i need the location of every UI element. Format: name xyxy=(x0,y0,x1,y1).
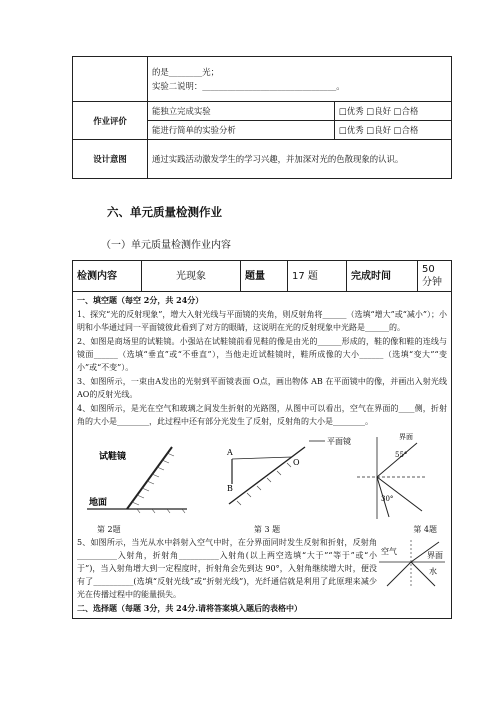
question-3: 3、如图所示，一束由A发出的光射到平面镜表面 O点，画出物体 AB 在平面镜中的像，并画出入射光线 AO的反射光线。 xyxy=(77,377,447,399)
test-table xyxy=(72,260,452,619)
criterion-text: 能进行简单的实验分析 xyxy=(148,121,335,140)
ground-label: 地面 xyxy=(89,498,108,508)
caption-3: 第 3 题 xyxy=(253,525,281,534)
air-label: 空气 xyxy=(381,547,397,556)
evaluation-table xyxy=(72,56,452,179)
point-b: B xyxy=(227,484,233,493)
fill-section-title: 一、填空题（每空 2分，共 24分） xyxy=(77,295,204,305)
choice-section-title: 二、选择题（每题 3分，共 24分.请将答案填入题后的表格中） xyxy=(77,603,303,613)
design-label: 设计意图 xyxy=(73,140,148,179)
interface2-label: 界面 xyxy=(427,551,443,560)
angle-55: 55° xyxy=(395,451,408,459)
caption-4: 第 4题 xyxy=(413,525,437,534)
figure-5-svg xyxy=(377,536,447,592)
count-value: 17 题 xyxy=(288,261,347,292)
figure-5 xyxy=(377,536,447,602)
point-o: O xyxy=(293,458,300,467)
experiment-notes-cell xyxy=(148,57,452,102)
content-value: 光现象 xyxy=(142,261,241,292)
question-5: 5、如图所示，当光从水中斜射入空气中时，在分界面同时发生反射和折射，反射角__________入射角，折射角__________入射角(以上两空选填“大于”“等于”或“小于”)，当入射角增大到一定程度时，折射角会先到达 90°，入射角继续增大时，便没有了__________(选填“反射光线”或“折射光线”)，光纤通信就是利用了此原理来减少光在传播过程中的能量损失。 xyxy=(77,538,377,599)
interface-label: 界面 xyxy=(399,433,413,441)
experiment-one-line: 的是________光； xyxy=(152,67,219,77)
question-1: 1、探究“光的反射现象”，增大入射光线与平面镜的夹角，则反射角将______（选填“增大”或“减小”）；小明和小华通过同一平面镜彼此看到了对方的眼睛，这说明在光的反射现象中光路是______的。 xyxy=(77,310,447,332)
content-label: 检测内容 xyxy=(73,261,142,292)
point-a: A xyxy=(227,448,233,457)
experiment-two-line: 实验二说明：________________________________。 xyxy=(152,81,345,91)
figure-3 xyxy=(226,436,351,505)
question-5-block xyxy=(77,536,447,602)
figures-svg xyxy=(77,429,447,523)
water-label: 水 xyxy=(429,567,437,576)
figure-4 xyxy=(357,432,427,519)
angle-30: 30° xyxy=(381,495,394,503)
count-label: 题量 xyxy=(241,261,288,292)
time-value: 50 分钟 xyxy=(418,261,452,292)
figure-2 xyxy=(87,447,187,513)
design-text: 通过实践活动激发学生的学习兴趣，并加深对光的色散现象的认识。 xyxy=(148,140,452,179)
empty-label-cell xyxy=(73,57,148,102)
figure-captions xyxy=(77,523,447,536)
criterion-options[interactable]: □优秀 □良好 □合格 xyxy=(335,121,452,140)
mirror-label: 试鞋镜 xyxy=(99,452,127,462)
figures-row xyxy=(77,429,447,523)
criterion-options[interactable]: □优秀 □良好 □合格 xyxy=(335,102,452,121)
time-label: 完成时间 xyxy=(347,261,418,292)
section-title: 六、单元质量检测作业 xyxy=(107,205,222,219)
plane-mirror-label: 平面镜 xyxy=(327,437,351,446)
eval-label: 作业评价 xyxy=(73,102,148,140)
subsection-title: （一）单元质量检测作业内容 xyxy=(101,240,231,251)
criterion-text: 能独立完成实验 xyxy=(148,102,335,121)
questions-cell xyxy=(73,292,452,619)
question-4: 4、如图所示，是光在空气和玻璃之间发生折射的光路图，从图中可以看出，空气在界面的____侧，折射角的大小是________，此过程中还有部分光发生了反射，反射角的大小是________。 xyxy=(77,404,447,426)
caption-2: 第 2题 xyxy=(97,525,121,534)
question-2: 2、如图是商场里的试鞋镜。小强站在试鞋镜前看见鞋的像是由光的______形成的，鞋的像和鞋的连线与镜面______（选填“垂直”或“不垂直”），当他走近试鞋镜时，鞋所成像的大小______（选填“变大”“变小”或“不变”）。 xyxy=(77,337,447,372)
